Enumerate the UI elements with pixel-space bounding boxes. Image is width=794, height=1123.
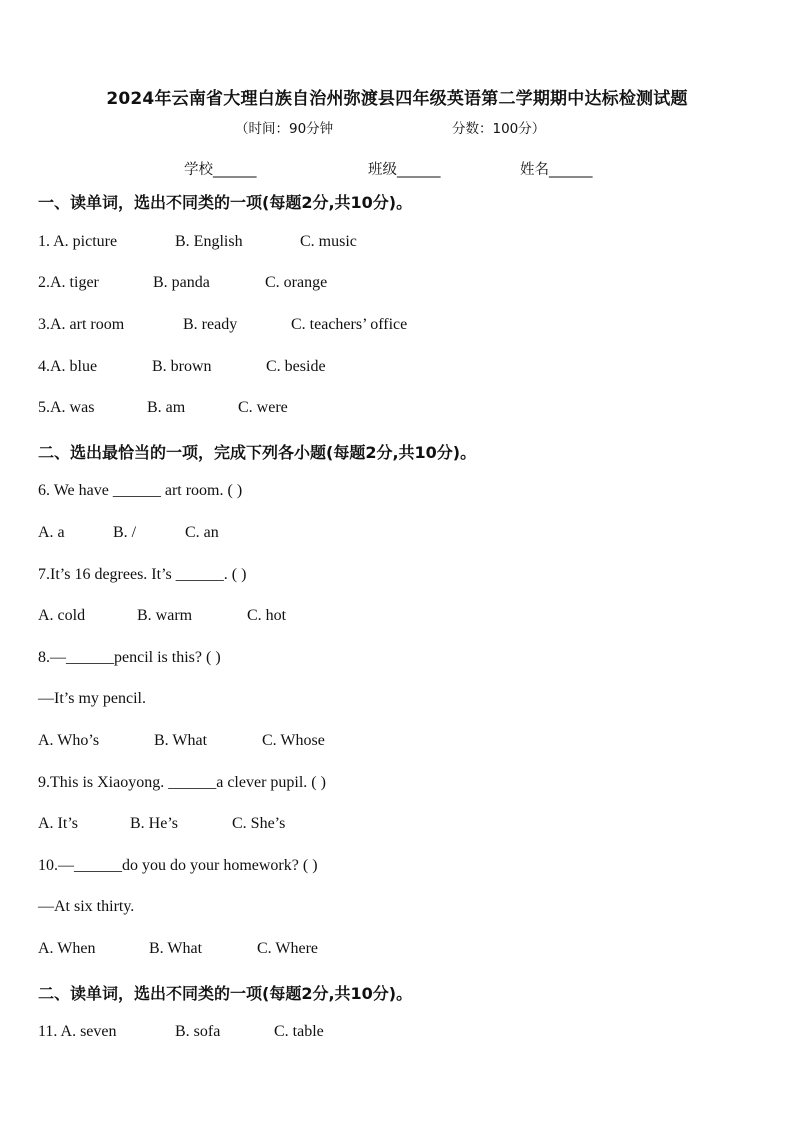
option-a: A. It’s — [38, 815, 78, 832]
option-c: C. She’s — [232, 815, 286, 832]
option-c: C. beside — [266, 358, 326, 375]
option-c: C. were — [238, 399, 288, 416]
option-b: B. English — [175, 233, 243, 250]
exam-title: 2024年云南省大理白族自治州弥渡县四年级英语第二学期期中达标检测试题 — [106, 89, 688, 109]
section-3-heading: 二、读单词，选出不同类的一项(每题2分,共10分)。 — [38, 984, 413, 1003]
option-a: 2.A. tiger — [38, 274, 99, 291]
section-2-heading: 二、选出最恰当的一项，完成下列各小题(每题2分,共10分)。 — [38, 443, 477, 462]
option-b: B. What — [149, 940, 203, 957]
option-b: B. / — [113, 524, 137, 541]
option-c: C. music — [300, 233, 357, 250]
option-a: A. Who’s — [38, 732, 100, 749]
option-a: 1. A. picture — [38, 233, 118, 250]
option-c: C. teachers’ office — [291, 316, 408, 333]
reply-text: —It’s my pencil. — [38, 690, 146, 707]
reply-text: —At six thirty. — [38, 898, 135, 915]
question-text: 8.—______pencil is this? ( ) — [38, 649, 221, 666]
option-c: C. Whose — [262, 732, 325, 749]
option-a: A. cold — [38, 607, 86, 624]
option-b: B. warm — [137, 607, 193, 624]
option-a: 11. A. seven — [38, 1023, 117, 1040]
name-field: 姓名______ — [520, 162, 593, 178]
school-field: 学校______ — [184, 162, 257, 178]
option-a: 5.A. was — [38, 399, 95, 416]
option-c: C. orange — [265, 274, 328, 291]
option-b: B. brown — [152, 358, 212, 375]
exam-time: （时间：90分钟 — [235, 121, 334, 137]
option-a: 4.A. blue — [38, 358, 98, 375]
option-a: A. a — [38, 524, 65, 541]
option-b: B. What — [154, 732, 208, 749]
question-text: 6. We have ______ art room. ( ) — [38, 482, 243, 499]
class-field: 班级______ — [368, 162, 441, 178]
option-a: 3.A. art room — [38, 316, 125, 333]
option-b: B. sofa — [175, 1023, 221, 1040]
question-text: 7.It’s 16 degrees. It’s ______. ( ) — [38, 566, 247, 583]
option-c: C. hot — [247, 607, 287, 624]
option-b: B. ready — [183, 316, 238, 333]
option-a: A. When — [38, 940, 96, 957]
question-text: 9.This is Xiaoyong. ______a clever pupil. ( ) — [38, 774, 326, 791]
option-c: C. Where — [257, 940, 319, 957]
option-b: B. He’s — [130, 815, 178, 832]
option-c: C. table — [274, 1023, 324, 1040]
option-b: B. panda — [153, 274, 210, 291]
section-1-heading: 一、读单词，选出不同类的一项(每题2分,共10分)。 — [38, 193, 413, 212]
exam-score: 分数：100分） — [452, 121, 546, 137]
option-b: B. am — [147, 399, 186, 416]
question-text: 10.—______do you do your homework? ( ) — [38, 857, 318, 874]
option-c: C. an — [185, 524, 219, 541]
